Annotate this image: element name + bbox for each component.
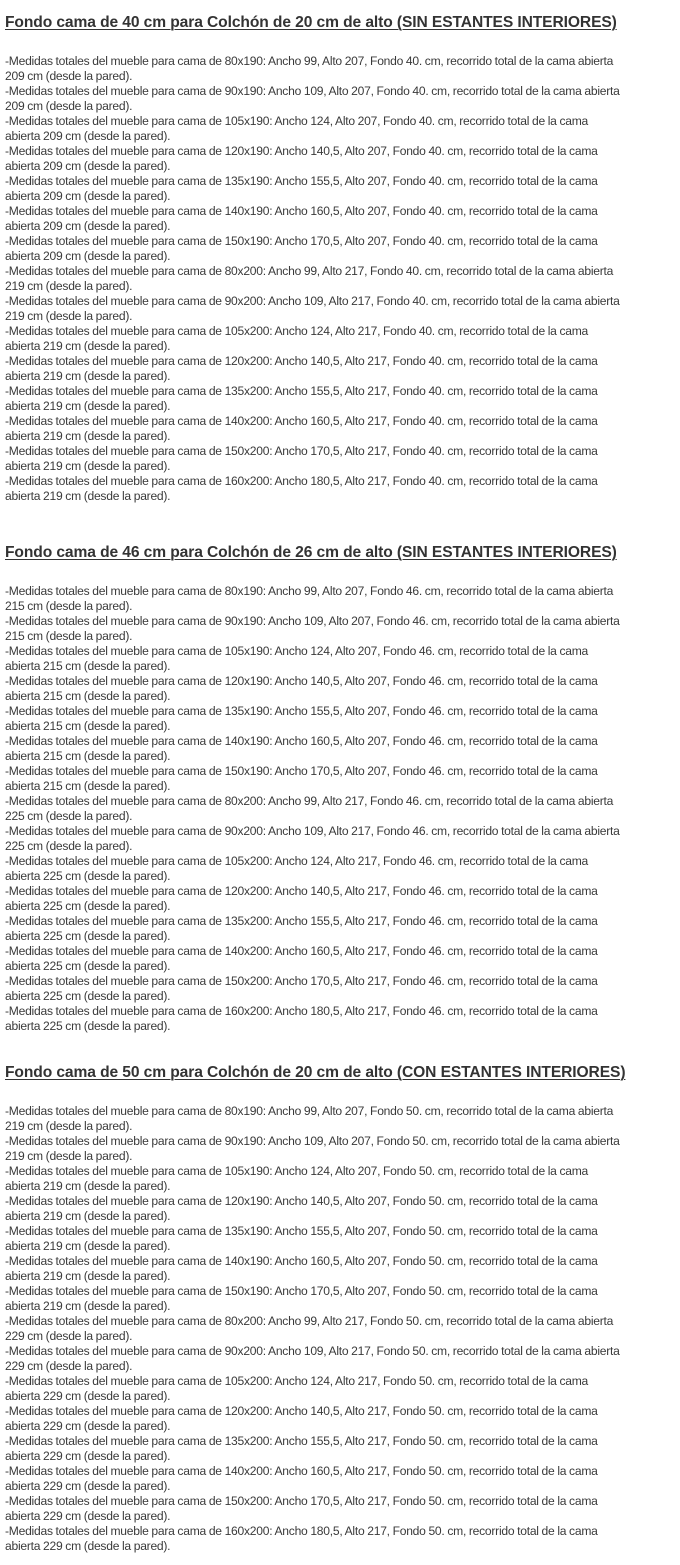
- dimension-item: -Medidas totales del mueble para cama de 80x200: Ancho 99, Alto 217, Fondo 40. cm, recorrido total de la cama abierta 219 cm (desde la pared).: [5, 264, 614, 293]
- dimension-item: -Medidas totales del mueble para cama de 140x200: Ancho 160,5, Alto 217, Fondo 40. cm, recorrido total de la cama abierta 219 cm (desde la pared).: [5, 414, 598, 443]
- dimension-item: -Medidas totales del mueble para cama de 90x200: Ancho 109, Alto 217, Fondo 46. cm, recorrido total de la cama abierta 225 cm (desde la pared).: [5, 824, 620, 853]
- dimension-item: -Medidas totales del mueble para cama de 90x200: Ancho 109, Alto 217, Fondo 50. cm, recorrido total de la cama abierta 229 cm (desde la pared).: [5, 1344, 620, 1373]
- dimension-item: -Medidas totales del mueble para cama de 160x200: Ancho 180,5, Alto 217, Fondo 50. cm, recorrido total de la cama abierta 229 cm (desde la pared).: [5, 1524, 598, 1553]
- section-fondo-50: [5, 1063, 677, 1554]
- dimension-list: [5, 54, 677, 504]
- dimension-item: -Medidas totales del mueble para cama de 135x200: Ancho 155,5, Alto 217, Fondo 50. cm, recorrido total de la cama abierta 229 cm (desde la pared).: [5, 1434, 598, 1463]
- dimension-item: -Medidas totales del mueble para cama de 105x190: Ancho 124, Alto 207, Fondo 46. cm, recorrido total de la cama abierta 215 cm (desde la pared).: [5, 644, 589, 673]
- dimension-item: -Medidas totales del mueble para cama de 140x190: Ancho 160,5, Alto 207, Fondo 46. cm, recorrido total de la cama abierta 215 cm (desde la pared).: [5, 734, 598, 763]
- dimension-item: -Medidas totales del mueble para cama de 105x200: Ancho 124, Alto 217, Fondo 50. cm, recorrido total de la cama abierta 229 cm (desde la pared).: [5, 1374, 589, 1403]
- dimension-item: -Medidas totales del mueble para cama de 90x190: Ancho 109, Alto 207, Fondo 50. cm, recorrido total de la cama abierta 219 cm (desde la pared).: [5, 1134, 620, 1163]
- dimension-item: -Medidas totales del mueble para cama de 135x200: Ancho 155,5, Alto 217, Fondo 40. cm, recorrido total de la cama abierta 219 cm (desde la pared).: [5, 384, 598, 413]
- dimension-item: -Medidas totales del mueble para cama de 120x200: Ancho 140,5, Alto 217, Fondo 46. cm, recorrido total de la cama abierta 225 cm (desde la pared).: [5, 884, 598, 913]
- dimension-item: -Medidas totales del mueble para cama de 90x190: Ancho 109, Alto 207, Fondo 46. cm, recorrido total de la cama abierta 215 cm (desde la pared).: [5, 614, 620, 643]
- dimension-item: -Medidas totales del mueble para cama de 140x200: Ancho 160,5, Alto 217, Fondo 50. cm, recorrido total de la cama abierta 229 cm (desde la pared).: [5, 1464, 598, 1493]
- section-title: Fondo cama de 46 cm para Colchón de 26 cm de alto (SIN ESTANTES INTERIORES): [5, 544, 617, 561]
- dimension-list: [5, 584, 677, 1034]
- dimension-item: -Medidas totales del mueble para cama de 120x200: Ancho 140,5, Alto 217, Fondo 50. cm, recorrido total de la cama abierta 229 cm (desde la pared).: [5, 1404, 598, 1433]
- dimension-item: -Medidas totales del mueble para cama de 80x200: Ancho 99, Alto 217, Fondo 46. cm, recorrido total de la cama abierta 225 cm (desde la pared).: [5, 794, 614, 823]
- dimension-item: -Medidas totales del mueble para cama de 150x190: Ancho 170,5, Alto 207, Fondo 40. cm, recorrido total de la cama abierta 209 cm (desde la pared).: [5, 234, 598, 263]
- dimension-item: -Medidas totales del mueble para cama de 80x200: Ancho 99, Alto 217, Fondo 50. cm, recorrido total de la cama abierta 229 cm (desde la pared).: [5, 1314, 614, 1343]
- dimension-item: -Medidas totales del mueble para cama de 80x190: Ancho 99, Alto 207, Fondo 50. cm, recorrido total de la cama abierta 219 cm (desde la pared).: [5, 1104, 614, 1133]
- dimension-item: -Medidas totales del mueble para cama de 160x200: Ancho 180,5, Alto 217, Fondo 40. cm, recorrido total de la cama abierta 219 cm (desde la pared).: [5, 474, 598, 503]
- dimension-item: -Medidas totales del mueble para cama de 120x190: Ancho 140,5, Alto 207, Fondo 50. cm, recorrido total de la cama abierta 219 cm (desde la pared).: [5, 1194, 598, 1223]
- dimension-item: -Medidas totales del mueble para cama de 90x200: Ancho 109, Alto 217, Fondo 40. cm, recorrido total de la cama abierta 219 cm (desde la pared).: [5, 294, 620, 323]
- dimension-item: -Medidas totales del mueble para cama de 105x190: Ancho 124, Alto 207, Fondo 40. cm, recorrido total de la cama abierta 209 cm (desde la pared).: [5, 114, 589, 143]
- section-title: Fondo cama de 50 cm para Colchón de 20 cm de alto (CON ESTANTES INTERIORES): [5, 1064, 626, 1081]
- dimension-item: -Medidas totales del mueble para cama de 80x190: Ancho 99, Alto 207, Fondo 46. cm, recorrido total de la cama abierta 215 cm (desde la pared).: [5, 584, 614, 613]
- dimension-item: -Medidas totales del mueble para cama de 90x190: Ancho 109, Alto 207, Fondo 40. cm, recorrido total de la cama abierta 209 cm (desde la pared).: [5, 84, 620, 113]
- dimension-item: -Medidas totales del mueble para cama de 150x200: Ancho 170,5, Alto 217, Fondo 46. cm, recorrido total de la cama abierta 225 cm (desde la pared).: [5, 974, 598, 1003]
- dimension-item: -Medidas totales del mueble para cama de 150x190: Ancho 170,5, Alto 207, Fondo 46. cm, recorrido total de la cama abierta 215 cm (desde la pared).: [5, 764, 598, 793]
- dimension-item: -Medidas totales del mueble para cama de 160x200: Ancho 180,5, Alto 217, Fondo 46. cm, recorrido total de la cama abierta 225 cm (desde la pared).: [5, 1004, 598, 1033]
- dimension-item: -Medidas totales del mueble para cama de 140x200: Ancho 160,5, Alto 217, Fondo 46. cm, recorrido total de la cama abierta 225 cm (desde la pared).: [5, 944, 598, 973]
- section-fondo-46: [5, 543, 677, 1034]
- dimension-item: -Medidas totales del mueble para cama de 135x190: Ancho 155,5, Alto 207, Fondo 50. cm, recorrido total de la cama abierta 219 cm (desde la pared).: [5, 1224, 598, 1253]
- dimension-item: -Medidas totales del mueble para cama de 135x190: Ancho 155,5, Alto 207, Fondo 46. cm, recorrido total de la cama abierta 215 cm (desde la pared).: [5, 704, 598, 733]
- dimension-item: -Medidas totales del mueble para cama de 120x200: Ancho 140,5, Alto 217, Fondo 40. cm, recorrido total de la cama abierta 219 cm (desde la pared).: [5, 354, 598, 383]
- dimension-item: -Medidas totales del mueble para cama de 140x190: Ancho 160,5, Alto 207, Fondo 50. cm, recorrido total de la cama abierta 219 cm (desde la pared).: [5, 1254, 598, 1283]
- dimension-item: -Medidas totales del mueble para cama de 135x200: Ancho 155,5, Alto 217, Fondo 46. cm, recorrido total de la cama abierta 225 cm (desde la pared).: [5, 914, 598, 943]
- dimension-list: [5, 1104, 677, 1554]
- dimension-item: -Medidas totales del mueble para cama de 150x200: Ancho 170,5, Alto 217, Fondo 50. cm, recorrido total de la cama abierta 229 cm (desde la pared).: [5, 1494, 598, 1523]
- section-fondo-40: [5, 13, 677, 504]
- dimension-item: -Medidas totales del mueble para cama de 80x190: Ancho 99, Alto 207, Fondo 40. cm, recorrido total de la cama abierta 209 cm (desde la pared).: [5, 54, 614, 83]
- dimension-item: -Medidas totales del mueble para cama de 120x190: Ancho 140,5, Alto 207, Fondo 46. cm, recorrido total de la cama abierta 215 cm (desde la pared).: [5, 674, 598, 703]
- dimension-item: -Medidas totales del mueble para cama de 105x200: Ancho 124, Alto 217, Fondo 46. cm, recorrido total de la cama abierta 225 cm (desde la pared).: [5, 854, 589, 883]
- dimension-item: -Medidas totales del mueble para cama de 150x190: Ancho 170,5, Alto 207, Fondo 50. cm, recorrido total de la cama abierta 219 cm (desde la pared).: [5, 1284, 598, 1313]
- dimension-item: -Medidas totales del mueble para cama de 105x200: Ancho 124, Alto 217, Fondo 40. cm, recorrido total de la cama abierta 219 cm (desde la pared).: [5, 324, 589, 353]
- dimension-item: -Medidas totales del mueble para cama de 120x190: Ancho 140,5, Alto 207, Fondo 40. cm, recorrido total de la cama abierta 209 cm (desde la pared).: [5, 144, 598, 173]
- dimension-item: -Medidas totales del mueble para cama de 105x190: Ancho 124, Alto 207, Fondo 50. cm, recorrido total de la cama abierta 219 cm (desde la pared).: [5, 1164, 589, 1193]
- dimension-item: -Medidas totales del mueble para cama de 140x190: Ancho 160,5, Alto 207, Fondo 40. cm, recorrido total de la cama abierta 209 cm (desde la pared).: [5, 204, 598, 233]
- dimension-item: -Medidas totales del mueble para cama de 150x200: Ancho 170,5, Alto 217, Fondo 40. cm, recorrido total de la cama abierta 219 cm (desde la pared).: [5, 444, 598, 473]
- section-title: Fondo cama de 40 cm para Colchón de 20 cm de alto (SIN ESTANTES INTERIORES): [5, 14, 617, 31]
- dimension-item: -Medidas totales del mueble para cama de 135x190: Ancho 155,5, Alto 207, Fondo 40. cm, recorrido total de la cama abierta 209 cm (desde la pared).: [5, 174, 598, 203]
